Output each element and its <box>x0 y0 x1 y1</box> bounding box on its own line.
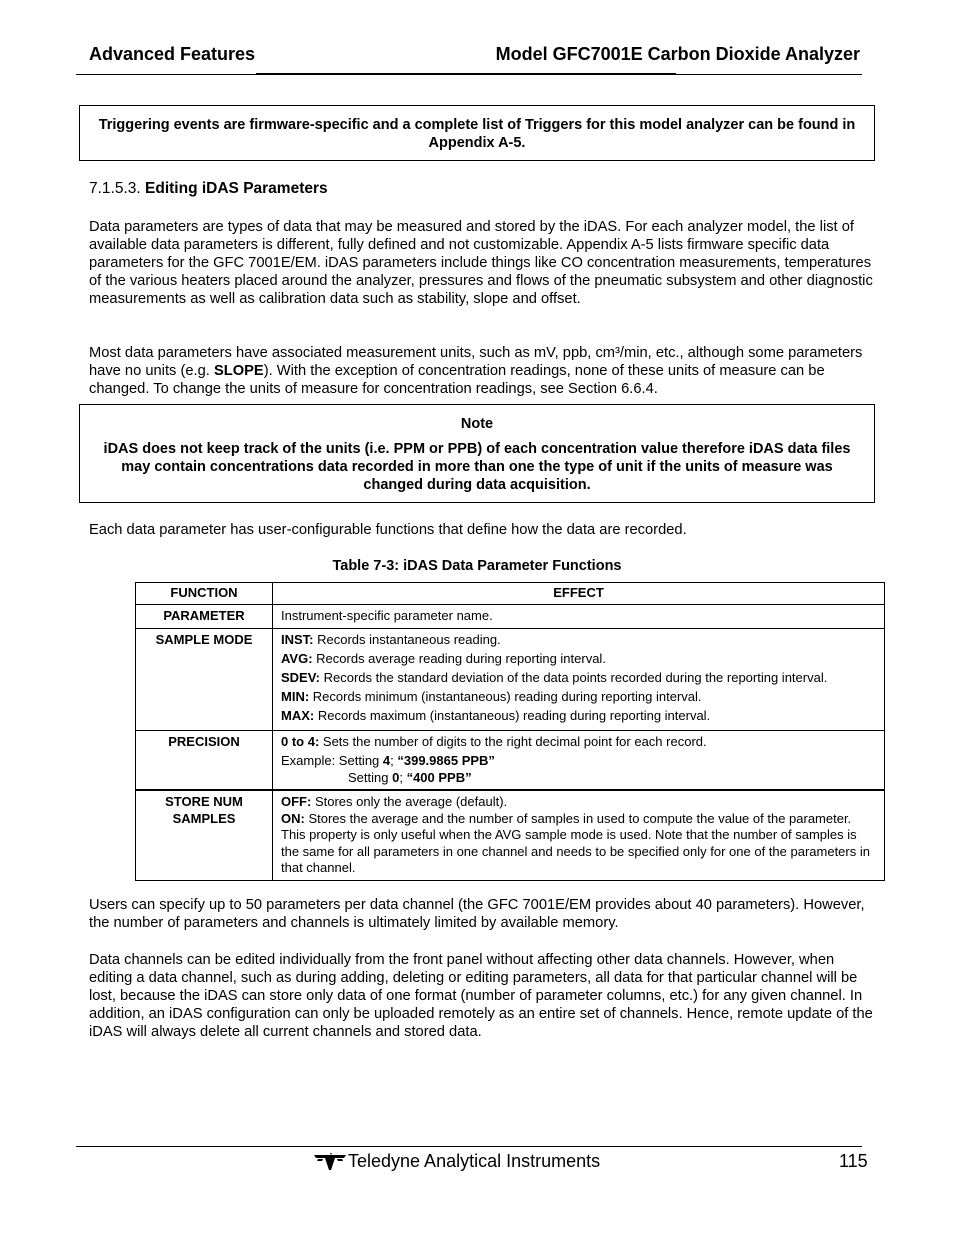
table-row <box>136 790 885 880</box>
effect-precision <box>273 730 885 790</box>
store-num-off <box>281 794 876 811</box>
header-model-title: Model GFC7001E Carbon Dioxide Analyzer <box>495 44 860 64</box>
sample-mode-sdev <box>281 670 876 687</box>
trigger-note-box <box>79 105 875 161</box>
example-sep: ; <box>390 753 398 769</box>
precision-desc: Sets the number of digits to the right decimal point for each record. <box>319 733 707 749</box>
paragraph-data-parameters: Data parameters are types of data that may be measured and stored by the iDAS. For each analyzer model, the list of available data parameters is different, fully defined and not customizable. Appendix A-5 lists firmware specific data parameters for the GFC 7001E/EM. iDAS parameters include things like CO concentration measurements, temperatures of the various heaters placed around the analyzer, pressures and flows of the pneumatic subsystem and other diagnostic measurements as well as calibration data such as stability, slope and offset. <box>89 219 873 307</box>
store-num-key: ON: <box>281 810 305 826</box>
sample-mode-min <box>281 689 876 706</box>
example-value: “400 PPB” <box>406 769 472 785</box>
sample-mode-desc: Records average reading during reporting interval. <box>312 650 606 666</box>
paragraph-parameter-limits: Users can specify up to 50 parameters per data channel (the GFC 7001E/EM provides about 40 parameters). However, the number of parameters and channels is ultimately limited by available memory. <box>89 897 865 931</box>
precision-range <box>281 734 876 751</box>
note-title: Note <box>460 416 494 432</box>
sample-mode-desc: Records maximum (instantaneous) reading during reporting interval. <box>314 707 711 723</box>
paragraph-units <box>89 344 874 398</box>
store-num-key: OFF: <box>281 794 312 810</box>
store-num-on <box>281 811 876 877</box>
function-parameter: PARAMETER <box>136 605 273 629</box>
function-sample-mode: SAMPLE MODE <box>136 628 273 730</box>
footer-brand: Teledyne Analytical Instruments <box>348 1151 601 1171</box>
teledyne-logo-icon <box>313 1152 347 1172</box>
effect-sample-mode <box>273 628 885 730</box>
precision-example-2 <box>281 770 876 787</box>
paragraph-channel-editing: Data channels can be edited individually from the front panel without affecting other data channels. However, when editing a data channel, such as during adding, deleting or editing parameters, all data for that particular channel will be lost, because the iDAS can store only data of one format (number of parameter columns, etc.) for any given channel. In addition, an iDAS configuration can only be uploaded remotely as an entire set of channels. Hence, remote update of the iDAS will always delete all current channels and stored data. <box>89 952 873 1040</box>
function-precision: PRECISION <box>136 730 273 790</box>
sample-mode-desc: Records the standard deviation of the data points recorded during the reporting interval. <box>320 669 828 685</box>
table-header-row <box>136 583 885 605</box>
paragraph-functions-intro: Each data parameter has user-configurable functions that define how the data are recorded. <box>89 522 687 538</box>
sample-mode-inst <box>281 632 876 649</box>
parameter-functions-table <box>135 582 885 881</box>
precision-key: 0 to 4: <box>281 733 320 749</box>
column-header-effect: EFFECT <box>273 583 885 605</box>
example-label: Example: Setting <box>281 753 383 769</box>
section-number: 7.1.5.3. <box>89 180 141 197</box>
note-box <box>79 404 875 503</box>
sample-mode-avg <box>281 651 876 668</box>
store-num-desc: Stores only the average (default). <box>311 794 508 810</box>
example-value: “399.9865 PPB” <box>397 753 495 769</box>
example-sep: ; <box>399 769 407 785</box>
note-text: iDAS does not keep track of the units (i.e. PPM or PPB) of each concentration value therefore iDAS data files may contain concentrations data recorded in more than one the type of unit if the units of measure was changed during data acquisition. <box>103 441 851 493</box>
units-text-a: Most data parameters have associated measurement units, such as mV, ppb, cm³/min, etc., although some parameters have no units (e.g. <box>89 345 863 379</box>
sample-mode-desc: Records minimum (instantaneous) reading during reporting interval. <box>309 688 702 704</box>
sample-mode-key: SDEV: <box>281 669 321 685</box>
table-caption: Table 7-3: iDAS Data Parameter Functions <box>332 558 622 574</box>
sample-mode-desc: Records instantaneous reading. <box>313 631 501 647</box>
function-store-num-samples: STORE NUM SAMPLES <box>136 790 273 880</box>
store-num-desc: Stores the average and the number of samples in used to compute the value of the parameter. This property is only useful when the AVG sample mode is used. Note that the number of samples is the same for all parameters in one channel and needs to be specified only for one of the parameters in that channel. <box>281 810 870 876</box>
trigger-note-text: Triggering events are firmware-specific and a complete list of Triggers for this model analyzer can be found in Appendix A-5. <box>98 117 856 151</box>
header-rule <box>76 74 862 75</box>
header-section-title: Advanced Features <box>89 44 256 64</box>
example-label: Setting <box>348 769 393 785</box>
table-row <box>136 605 885 629</box>
sample-mode-key: MIN: <box>281 688 310 704</box>
page-number: 115 <box>839 1151 868 1171</box>
units-slope: SLOPE <box>213 363 264 379</box>
effect-store-num-samples <box>273 790 885 880</box>
sample-mode-key: MAX: <box>281 707 315 723</box>
table-row <box>136 730 885 790</box>
section-title: Editing iDAS Parameters <box>145 180 328 197</box>
units-text-b: ). With the exception of concentration readings, none of these units of measure can be changed. To change the units of measure for concentration readings, see Section 6.6.4. <box>89 363 825 397</box>
column-header-function: FUNCTION <box>136 583 273 605</box>
sample-mode-key: AVG: <box>281 650 313 666</box>
effect-parameter: Instrument-specific parameter name. <box>273 605 885 629</box>
precision-example-1 <box>281 753 876 770</box>
sample-mode-max <box>281 708 876 725</box>
sample-mode-key: INST: <box>281 631 314 647</box>
example-num: 0 <box>392 769 400 785</box>
table-row <box>136 628 885 730</box>
footer-rule <box>76 1146 862 1147</box>
section-heading <box>89 180 328 198</box>
example-num: 4 <box>382 753 391 769</box>
